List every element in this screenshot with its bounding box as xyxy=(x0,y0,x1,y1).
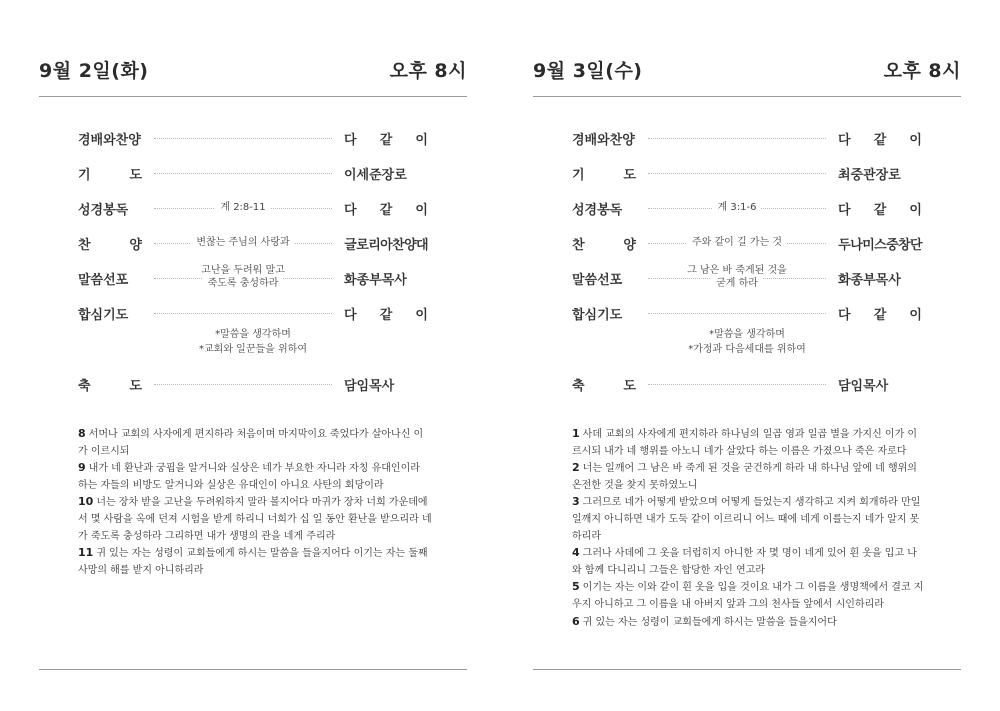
order-item: 말씀선포 xyxy=(572,273,623,288)
order-item: 기 도 xyxy=(78,168,142,183)
page-header xyxy=(533,56,961,82)
footer-divider xyxy=(533,669,961,670)
page-header xyxy=(39,56,467,82)
order-leader: 다 같 이 xyxy=(344,308,428,323)
worship-page-sep-2 xyxy=(39,0,467,711)
leader-dots xyxy=(154,138,332,139)
scripture-text xyxy=(78,426,432,579)
verse-text: 서머나 교회의 사자에게 편지하라 처음이며 마지막이요 죽었다가 살아나신 이가 이르시되 xyxy=(78,429,424,457)
verse-text: 너는 일깨어 그 남은 바 죽게 된 것을 굳건하게 하라 내 하나님 앞에 네 행위의 온전한 것을 찾지 못하였노니 xyxy=(572,463,917,491)
scripture-reference: 계 2:8-11 xyxy=(215,202,270,213)
verse-text: 이기는 자는 이와 같이 흰 옷을 입을 것이요 내가 그 이름을 생명책에서 결코 지우지 아니하고 그 이름을 내 아버지 앞과 그의 천사들 앞에서 시인하리라 xyxy=(572,582,924,610)
verse xyxy=(572,614,926,632)
verse-text: 사데 교회의 사자에게 편지하라 하나님의 일곱 영과 일곱 별을 가지신 이가 이르시되 내가 네 행위를 아노니 네가 살았다 하는 이름은 가졌으나 죽은 자로다 xyxy=(572,429,918,457)
prayer-topic: *교회와 일꾼들을 위하여 xyxy=(199,344,307,355)
leader-dots xyxy=(648,138,826,139)
hymn-title: 변찮는 주님의 사랑과 xyxy=(191,237,294,248)
order-item: 축 도 xyxy=(572,379,636,394)
order-row xyxy=(572,303,922,323)
order-leader: 이세준장로 xyxy=(344,168,407,183)
verse-text: 너는 장차 받을 고난을 두려워하지 말라 볼지어다 마귀가 장차 너희 가운데에서 몇 사람을 옥에 던져 시험을 받게 하리니 너희가 십 일 동안 환난을 받으리라 네가 죽도록 충성하라 그리하면 내가 생명의 관을 네게 주리라 xyxy=(78,497,432,542)
worship-page-sep-3 xyxy=(533,0,961,711)
order-item: 경배와찬양 xyxy=(78,133,141,148)
service-time: 오후 8시 xyxy=(883,60,961,82)
order-item: 성경봉독 xyxy=(572,203,623,218)
order-item: 기 도 xyxy=(572,168,636,183)
order-row xyxy=(78,198,428,218)
verse xyxy=(572,460,926,494)
sermon-title-line1: 그 남은 바 죽게된 것을 xyxy=(682,265,792,276)
order-leader: 다 같 이 xyxy=(344,203,428,218)
verse-text: 내가 네 환난과 궁핍을 알거니와 실상은 네가 부요한 자니라 자칭 유대인이라 하는 자들의 비방도 알거니와 실상은 유대인이 아니요 사탄의 회당이라 xyxy=(78,463,420,491)
order-row xyxy=(78,233,428,253)
sermon-title-line1: 고난을 두려워 말고 xyxy=(196,265,290,276)
order-row xyxy=(78,265,428,289)
verse-number: 11 xyxy=(78,546,94,560)
order-item: 합심기도 xyxy=(78,308,129,323)
sermon-title-line2: 죽도록 충성하라 xyxy=(203,278,284,289)
service-date: 9월 3일(수) xyxy=(533,60,643,82)
verse-number: 10 xyxy=(78,495,94,509)
service-time: 오후 8시 xyxy=(389,60,467,82)
verse-number: 5 xyxy=(572,580,580,594)
order-row xyxy=(78,374,428,394)
leader-dots xyxy=(648,173,826,174)
verse-text: 그러므로 네가 어떻게 받았으며 어떻게 들었는지 생각하고 지켜 회개하라 만일 일깨지 아니하면 내가 도둑 같이 이르리니 어느 때에 네게 이를는지 네가 알지 못하리라 xyxy=(572,497,921,542)
hymn-title: 주와 같이 길 가는 것 xyxy=(687,237,787,248)
order-row xyxy=(572,374,922,394)
verse xyxy=(78,460,432,494)
order-leader: 담임목사 xyxy=(344,379,395,394)
order-leader: 다 같 이 xyxy=(838,308,922,323)
verse xyxy=(572,494,926,545)
header-divider xyxy=(39,96,467,97)
service-date: 9월 2일(화) xyxy=(39,60,149,82)
order-leader: 화종부목사 xyxy=(344,273,407,288)
scripture-text xyxy=(572,426,926,631)
order-item: 성경봉독 xyxy=(78,203,129,218)
order-row xyxy=(572,233,922,253)
verse xyxy=(572,426,926,460)
prayer-topics xyxy=(78,327,428,357)
verse-number: 6 xyxy=(572,614,580,628)
order-leader: 글로리아찬양대 xyxy=(344,238,428,253)
verse xyxy=(572,545,926,579)
order-leader: 다 같 이 xyxy=(838,203,922,218)
order-row xyxy=(78,128,428,148)
order-row xyxy=(572,163,922,183)
order-row xyxy=(572,265,922,289)
order-leader: 다 같 이 xyxy=(838,133,922,148)
order-leader: 담임목사 xyxy=(838,379,889,394)
order-item: 경배와찬양 xyxy=(572,133,635,148)
order-item: 찬 양 xyxy=(572,238,636,253)
verse-number: 9 xyxy=(78,461,86,475)
order-row xyxy=(572,128,922,148)
order-leader: 화종부목사 xyxy=(838,273,901,288)
verse xyxy=(78,494,432,545)
order-leader: 최중관장로 xyxy=(838,168,901,183)
verse-text: 그러나 사데에 그 옷을 더럽히지 아니한 자 몇 명이 네게 있어 흰 옷을 입고 나와 함께 다니리니 그들은 합당한 자인 연고라 xyxy=(572,548,917,576)
prayer-topic: *말씀을 생각하며 xyxy=(709,329,785,340)
prayer-topics xyxy=(572,327,922,357)
verse-number: 8 xyxy=(78,427,86,440)
sermon-title-line2: 굳게 하라 xyxy=(711,278,763,289)
verse-number: 3 xyxy=(572,495,580,509)
order-leader: 두나미스중창단 xyxy=(838,238,922,253)
verse-text: 귀 있는 자는 성령이 교회들에게 하시는 말씀을 들을지어다 이기는 자는 둘째 사망의 해를 받지 아니하리라 xyxy=(78,548,428,576)
leader-dots xyxy=(648,384,826,385)
verse-number: 1 xyxy=(572,427,580,440)
order-item: 축 도 xyxy=(78,379,142,394)
scripture-reference: 계 3:1-6 xyxy=(713,202,762,213)
verse-number: 2 xyxy=(572,461,580,475)
order-item: 찬 양 xyxy=(78,238,142,253)
verse xyxy=(78,426,432,460)
prayer-topic: *가정과 다음세대를 위하여 xyxy=(688,344,806,355)
order-leader: 다 같 이 xyxy=(344,133,428,148)
order-row xyxy=(572,198,922,218)
verse xyxy=(572,579,926,613)
header-divider xyxy=(533,96,961,97)
order-row xyxy=(78,303,428,323)
verse xyxy=(78,545,432,579)
leader-dots xyxy=(648,313,826,314)
prayer-topic: *말씀을 생각하며 xyxy=(215,329,291,340)
leader-dots xyxy=(154,384,332,385)
verse-text: 귀 있는 자는 성령이 교회들에게 하시는 말씀을 들을지어다 xyxy=(582,616,837,628)
order-item: 말씀선포 xyxy=(78,273,129,288)
order-row xyxy=(78,163,428,183)
leader-dots xyxy=(154,313,332,314)
verse-number: 4 xyxy=(572,546,580,560)
footer-divider xyxy=(39,669,467,670)
leader-dots xyxy=(154,173,332,174)
order-item: 합심기도 xyxy=(572,308,623,323)
